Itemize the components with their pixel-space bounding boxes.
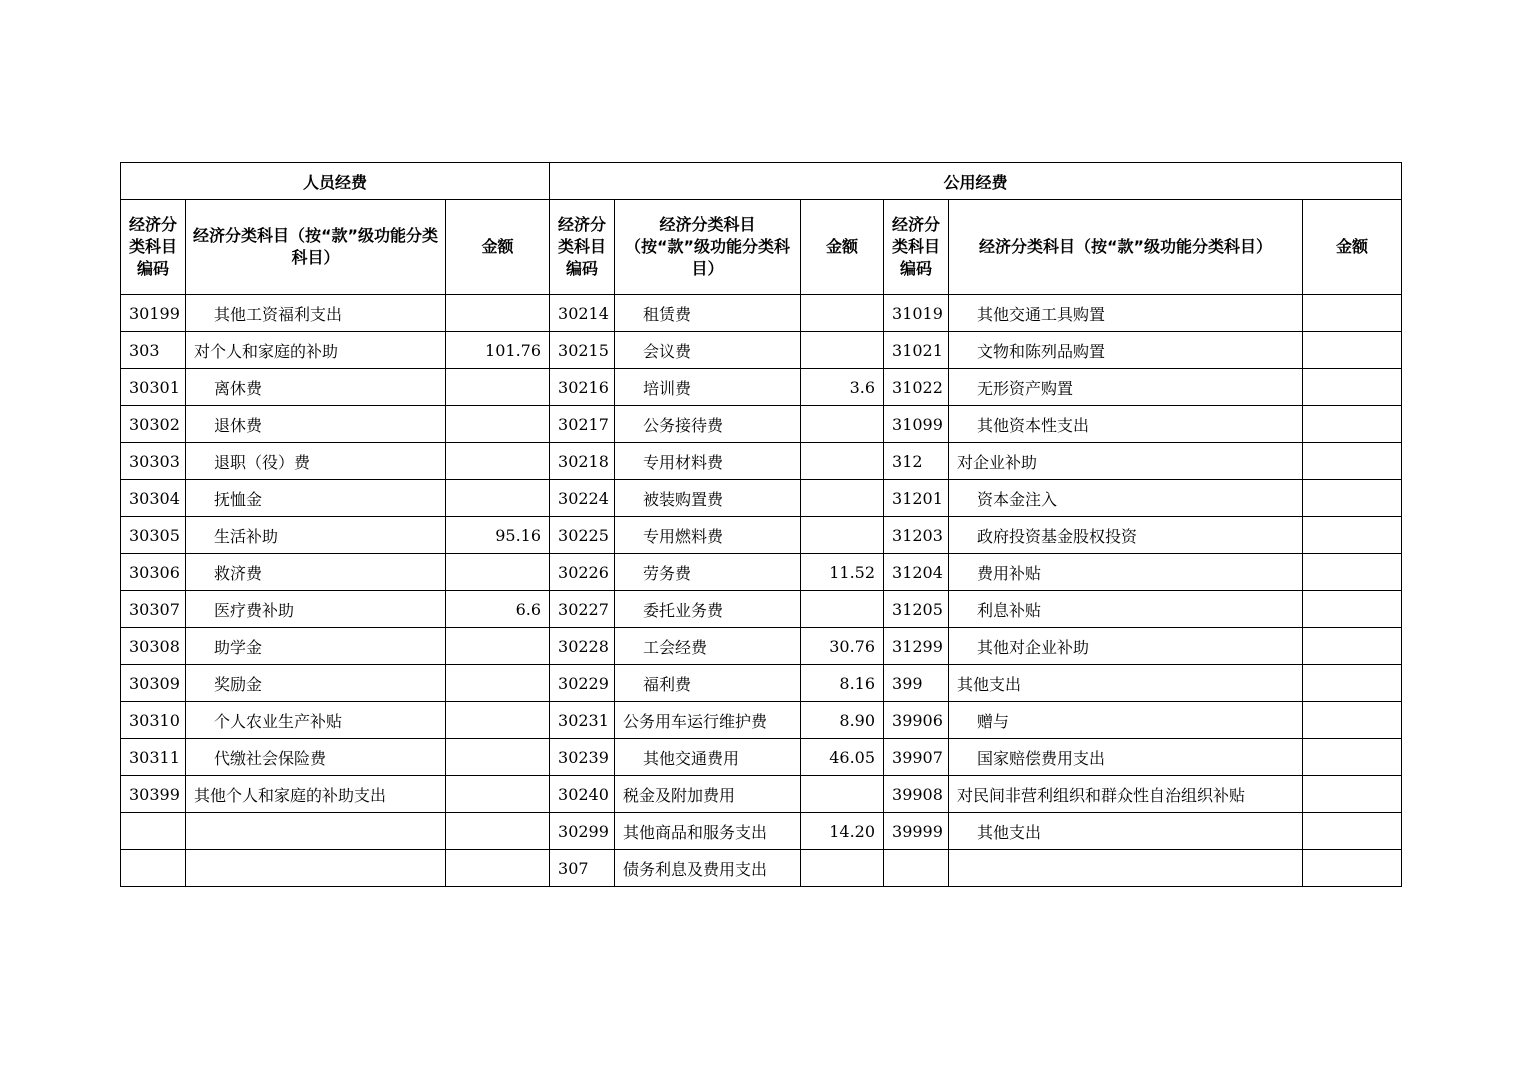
amount-cell	[446, 295, 550, 332]
amount-cell	[446, 702, 550, 739]
amount-cell	[801, 850, 884, 887]
category-code-cell: 30216	[550, 369, 615, 406]
table-row	[121, 406, 1402, 443]
category-code-cell: 31201	[884, 480, 949, 517]
category-name-cell: 救济费	[186, 554, 446, 591]
category-code-cell	[121, 813, 186, 850]
table-row	[121, 480, 1402, 517]
category-code-cell: 303	[121, 332, 186, 369]
category-code-cell: 30299	[550, 813, 615, 850]
amount-cell: 14.20	[801, 813, 884, 850]
category-code-cell: 30311	[121, 739, 186, 776]
category-code-cell	[884, 850, 949, 887]
category-code-cell: 39908	[884, 776, 949, 813]
table-row	[121, 850, 1402, 887]
amount-cell: 6.6	[446, 591, 550, 628]
amount-cell	[446, 480, 550, 517]
category-name-cell: 费用补贴	[949, 554, 1303, 591]
category-name-cell: 专用材料费	[615, 443, 801, 480]
category-code-cell: 31204	[884, 554, 949, 591]
category-name-cell: 委托业务费	[615, 591, 801, 628]
category-code-cell: 312	[884, 443, 949, 480]
category-code-cell: 30229	[550, 665, 615, 702]
category-code-cell: 30399	[121, 776, 186, 813]
budget-table	[120, 162, 1402, 887]
amount-cell	[1303, 628, 1402, 665]
category-name-cell: 其他对企业补助	[949, 628, 1303, 665]
amount-cell: 3.6	[801, 369, 884, 406]
table-row	[121, 739, 1402, 776]
category-name-cell: 助学金	[186, 628, 446, 665]
category-name-cell: 税金及附加费用	[615, 776, 801, 813]
amount-cell	[1303, 517, 1402, 554]
amount-cell	[1303, 295, 1402, 332]
amount-cell	[446, 665, 550, 702]
amount-cell	[446, 628, 550, 665]
category-name-cell: 文物和陈列品购置	[949, 332, 1303, 369]
category-name-cell	[186, 813, 446, 850]
amount-cell	[446, 739, 550, 776]
category-name-cell: 其他支出	[949, 665, 1303, 702]
category-name-cell: 对企业补助	[949, 443, 1303, 480]
table-row	[121, 332, 1402, 369]
category-code-cell: 30227	[550, 591, 615, 628]
amount-cell	[801, 443, 884, 480]
amount-cell	[1303, 554, 1402, 591]
category-code-cell: 307	[550, 850, 615, 887]
amount-cell	[1303, 702, 1402, 739]
category-name-cell: 国家赔偿费用支出	[949, 739, 1303, 776]
category-name-cell: 租赁费	[615, 295, 801, 332]
category-name-cell: 公务接待费	[615, 406, 801, 443]
section-header-row	[121, 163, 1402, 200]
category-code-cell: 30239	[550, 739, 615, 776]
table-row	[121, 295, 1402, 332]
category-code-cell: 30301	[121, 369, 186, 406]
category-code-cell: 30305	[121, 517, 186, 554]
amount-cell	[801, 591, 884, 628]
category-name-cell: 债务利息及费用支出	[615, 850, 801, 887]
amount-cell: 8.16	[801, 665, 884, 702]
category-name-cell: 对个人和家庭的补助	[186, 332, 446, 369]
category-code-cell	[121, 850, 186, 887]
amount-header: 金额	[801, 200, 884, 295]
amount-cell	[1303, 591, 1402, 628]
amount-header: 金额	[446, 200, 550, 295]
category-name-cell: 公务用车运行维护费	[615, 702, 801, 739]
category-code-cell: 30240	[550, 776, 615, 813]
code-header: 经济分类科目编码	[550, 200, 615, 295]
category-name-cell: 奖励金	[186, 665, 446, 702]
category-name-cell: 离休费	[186, 369, 446, 406]
amount-cell	[801, 332, 884, 369]
category-code-cell: 30218	[550, 443, 615, 480]
amount-cell	[446, 776, 550, 813]
table-row	[121, 665, 1402, 702]
category-code-cell: 31299	[884, 628, 949, 665]
category-name-cell: 代缴社会保险费	[186, 739, 446, 776]
category-name-cell: 政府投资基金股权投资	[949, 517, 1303, 554]
amount-cell	[446, 554, 550, 591]
category-name-cell: 其他商品和服务支出	[615, 813, 801, 850]
amount-cell	[1303, 813, 1402, 850]
category-name-cell: 被装购置费	[615, 480, 801, 517]
category-code-cell: 30199	[121, 295, 186, 332]
amount-cell	[801, 776, 884, 813]
amount-cell	[1303, 406, 1402, 443]
category-code-cell: 31205	[884, 591, 949, 628]
category-code-cell: 31022	[884, 369, 949, 406]
amount-cell	[446, 813, 550, 850]
category-name-cell: 利息补贴	[949, 591, 1303, 628]
amount-cell	[446, 850, 550, 887]
category-name-cell: 其他工资福利支出	[186, 295, 446, 332]
category-name-cell: 其他资本性支出	[949, 406, 1303, 443]
table-body	[121, 295, 1402, 887]
category-code-cell: 30215	[550, 332, 615, 369]
category-name-cell: 劳务费	[615, 554, 801, 591]
category-code-cell: 30226	[550, 554, 615, 591]
personnel-section-title: 人员经费	[121, 163, 550, 200]
category-name-cell: 赠与	[949, 702, 1303, 739]
category-code-cell: 30304	[121, 480, 186, 517]
category-code-cell: 399	[884, 665, 949, 702]
amount-cell: 95.16	[446, 517, 550, 554]
amount-cell	[446, 369, 550, 406]
amount-cell	[801, 480, 884, 517]
category-name-cell: 其他交通费用	[615, 739, 801, 776]
table-row	[121, 628, 1402, 665]
table-row	[121, 443, 1402, 480]
category-name-cell: 工会经费	[615, 628, 801, 665]
table-row	[121, 554, 1402, 591]
category-name-cell: 医疗费补助	[186, 591, 446, 628]
category-code-cell: 30307	[121, 591, 186, 628]
amount-cell	[1303, 332, 1402, 369]
category-code-cell: 31019	[884, 295, 949, 332]
category-name-cell: 会议费	[615, 332, 801, 369]
name-header: 经济分类科目（按“款”级功能分类科目）	[186, 200, 446, 295]
category-name-cell: 无形资产购置	[949, 369, 1303, 406]
code-header: 经济分类科目编码	[884, 200, 949, 295]
category-code-cell: 31021	[884, 332, 949, 369]
category-code-cell: 30302	[121, 406, 186, 443]
category-code-cell: 30224	[550, 480, 615, 517]
amount-cell: 101.76	[446, 332, 550, 369]
category-name-cell: 退职（役）费	[186, 443, 446, 480]
table-row	[121, 702, 1402, 739]
category-name-cell: 对民间非营利组织和群众性自治组织补贴	[949, 776, 1303, 813]
amount-cell	[446, 443, 550, 480]
category-name-cell: 个人农业生产补贴	[186, 702, 446, 739]
table-row	[121, 776, 1402, 813]
code-header: 经济分类科目编码	[121, 200, 186, 295]
amount-header: 金额	[1303, 200, 1402, 295]
table-row	[121, 813, 1402, 850]
amount-cell	[1303, 776, 1402, 813]
category-code-cell: 30306	[121, 554, 186, 591]
table-row	[121, 591, 1402, 628]
category-name-cell: 生活补助	[186, 517, 446, 554]
category-name-cell	[186, 850, 446, 887]
amount-cell	[1303, 480, 1402, 517]
category-code-cell: 31203	[884, 517, 949, 554]
category-name-cell: 其他个人和家庭的补助支出	[186, 776, 446, 813]
category-code-cell: 30214	[550, 295, 615, 332]
category-name-cell: 专用燃料费	[615, 517, 801, 554]
category-code-cell: 39907	[884, 739, 949, 776]
category-name-cell: 退休费	[186, 406, 446, 443]
category-name-cell: 资本金注入	[949, 480, 1303, 517]
amount-cell: 11.52	[801, 554, 884, 591]
category-code-cell: 30225	[550, 517, 615, 554]
category-code-cell: 30231	[550, 702, 615, 739]
category-code-cell: 30303	[121, 443, 186, 480]
category-name-cell: 其他支出	[949, 813, 1303, 850]
amount-cell	[801, 295, 884, 332]
name-header: 经济分类科目（按“款”级功能分类科目）	[949, 200, 1303, 295]
amount-cell	[446, 406, 550, 443]
amount-cell	[1303, 369, 1402, 406]
amount-cell: 30.76	[801, 628, 884, 665]
amount-cell	[801, 406, 884, 443]
amount-cell: 46.05	[801, 739, 884, 776]
category-code-cell: 30309	[121, 665, 186, 702]
table-row	[121, 517, 1402, 554]
category-code-cell: 30228	[550, 628, 615, 665]
category-name-cell: 其他交通工具购置	[949, 295, 1303, 332]
name-header: 经济分类科目（按“款”级功能分类科目）	[615, 200, 801, 295]
amount-cell: 8.90	[801, 702, 884, 739]
public-section-title: 公用经费	[550, 163, 1402, 200]
category-code-cell: 30310	[121, 702, 186, 739]
amount-cell	[801, 517, 884, 554]
category-code-cell: 31099	[884, 406, 949, 443]
category-code-cell: 30308	[121, 628, 186, 665]
amount-cell	[1303, 443, 1402, 480]
category-name-cell: 抚恤金	[186, 480, 446, 517]
table-row	[121, 369, 1402, 406]
category-name-cell: 培训费	[615, 369, 801, 406]
amount-cell	[1303, 665, 1402, 702]
category-code-cell: 30217	[550, 406, 615, 443]
category-name-cell: 福利费	[615, 665, 801, 702]
column-header-row	[121, 200, 1402, 295]
category-name-cell	[949, 850, 1303, 887]
amount-cell	[1303, 850, 1402, 887]
category-code-cell: 39906	[884, 702, 949, 739]
category-code-cell: 39999	[884, 813, 949, 850]
amount-cell	[1303, 739, 1402, 776]
